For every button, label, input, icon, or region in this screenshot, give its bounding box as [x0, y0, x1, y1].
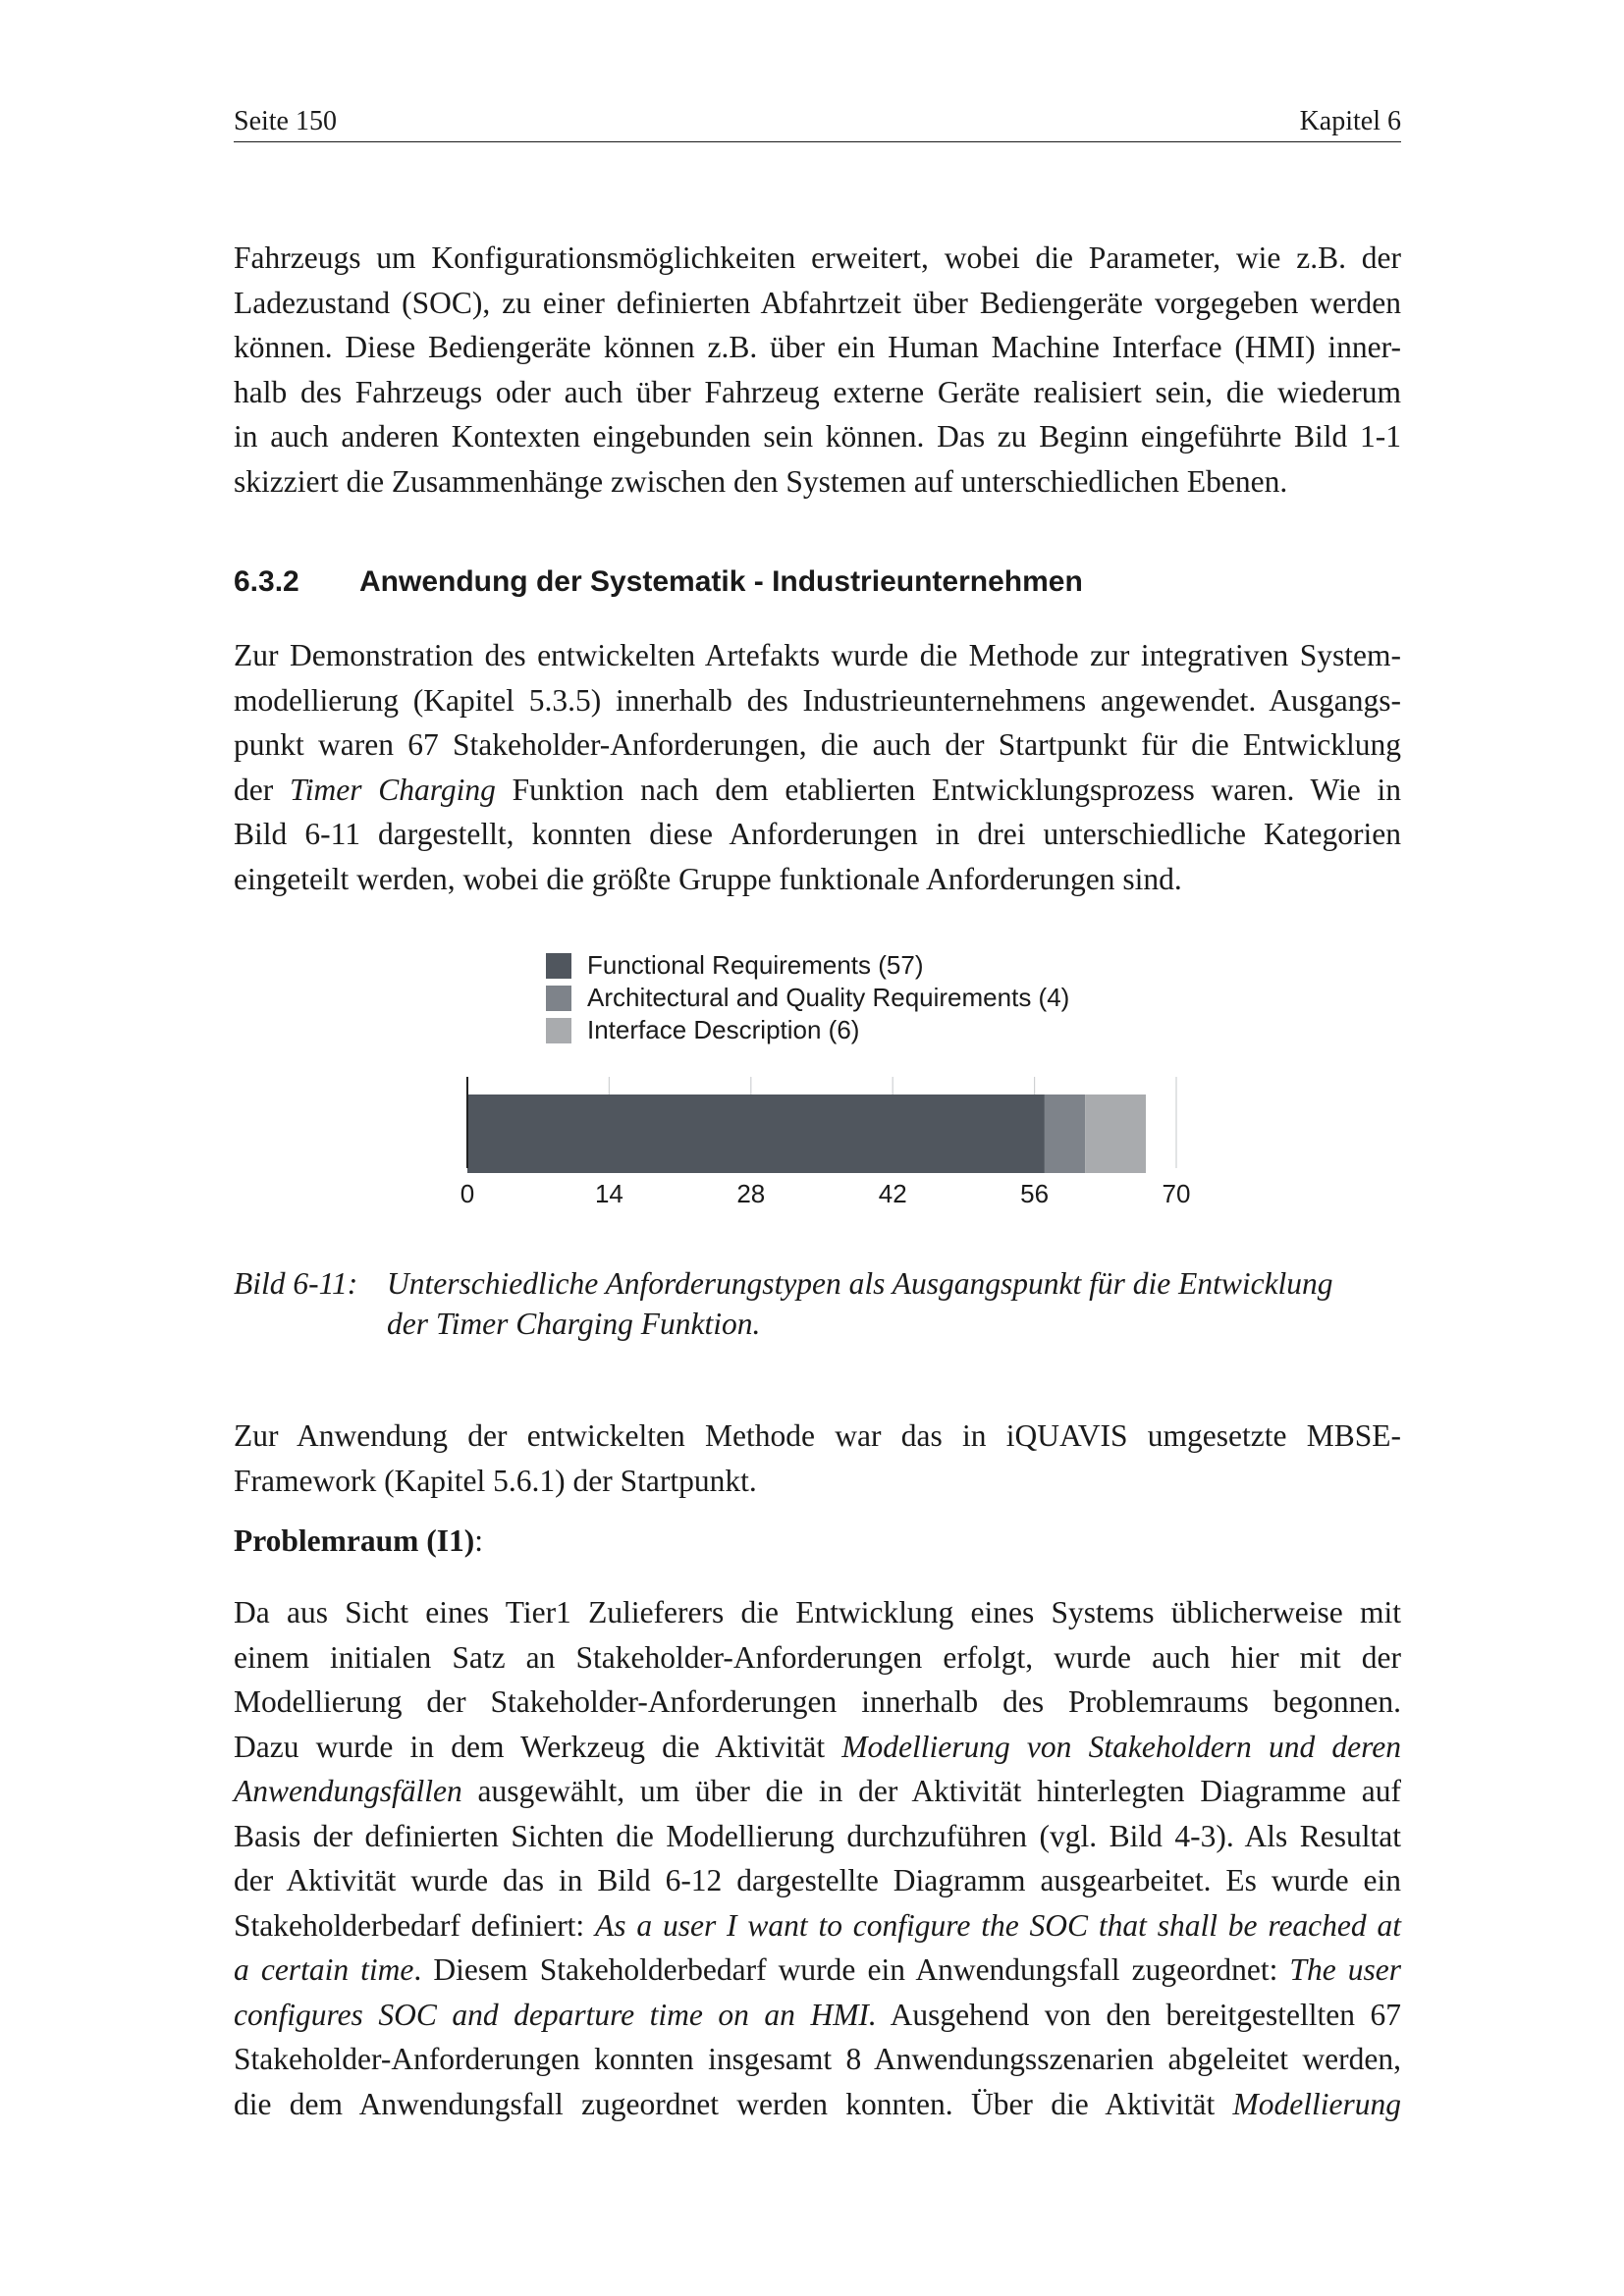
emphasis: Modellierung von Stakeholdern und deren — [841, 1729, 1401, 1764]
figure-caption — [234, 1263, 1401, 1344]
text-line: Zur Demonstration des entwickelten Artefakts wurde die Methode zur integrativen System- — [234, 638, 1401, 672]
text-line — [234, 1993, 1401, 2038]
legend-label: Architectural and Quality Requirements (4) — [587, 983, 1070, 1012]
text-line: können. Diese Bediengeräte können z.B. über ein Human Machine Interface (HMI) inner- — [234, 330, 1401, 364]
legend-label: Interface Description (6) — [587, 1015, 860, 1044]
emphasis: configures SOC and departure time on an HMI. — [234, 1997, 877, 2032]
legend-item — [546, 982, 1069, 1014]
chapter-label: Kapitel 6 — [1299, 106, 1401, 136]
section-number: 6.3.2 — [234, 565, 299, 598]
text-run: . Diesem Stakeholderbedarf wurde ein Anwendungsfall zugeordnet: — [413, 1952, 1290, 1987]
emphasis: Anwendungsfällen — [234, 1774, 462, 1808]
text-line: Basis der definierten Sichten die Modellierung durchzuführen (vgl. Bild 4-3). Als Resultat — [234, 1818, 1401, 1853]
caption-label: Bild 6-11: — [234, 1266, 358, 1301]
section-title: Anwendung der Systematik - Industrieunternehmen — [359, 565, 1083, 598]
caption-line: der Timer Charging Funktion. — [387, 1307, 761, 1341]
legend-swatch — [546, 953, 571, 979]
text-run: Stakeholderbedarf definiert: — [234, 1907, 596, 1943]
text-run: der — [234, 772, 290, 807]
text-line — [234, 1948, 1401, 1993]
text-run: Funktion nach dem etablierten Entwicklungsprozess waren. Wie in — [495, 772, 1401, 807]
x-tick-label: 42 — [878, 1179, 907, 1208]
x-tick-label: 28 — [736, 1179, 766, 1208]
text-line: eingeteilt werden, wobei die größte Gruppe funktionale Anforderungen sind. — [234, 861, 1182, 896]
emphasis: Modellierung — [1232, 2086, 1401, 2121]
text-line: Framework (Kapitel 5.6.1) der Startpunkt. — [234, 1463, 757, 1498]
text-line: Modellierung der Stakeholder-Anforderungen innerhalb des Problemraums begonnen. — [234, 1684, 1401, 1719]
legend-item — [546, 1014, 1069, 1046]
x-tick-label: 0 — [460, 1179, 475, 1208]
caption-line: Unterschiedliche Anforderungstypen als Ausgangspunkt für die Entwicklung — [387, 1266, 1333, 1301]
text-line: skizziert die Zusammenhänge zwischen den Systemen auf unterschiedlichen Ebenen. — [234, 463, 1288, 499]
text-line: halb des Fahrzeugs oder auch über Fahrzeug externe Geräte realisiert sein, die wiederum — [234, 374, 1401, 409]
text-run: Dazu wurde in dem Werkzeug die Aktivität — [234, 1729, 842, 1764]
x-tick-label: 56 — [1020, 1179, 1050, 1208]
subheading-suffix: : — [474, 1523, 484, 1558]
text-line — [234, 768, 1401, 813]
bar-segment — [1085, 1095, 1146, 1173]
subheading-text: Problemraum (I1) — [234, 1523, 475, 1558]
emphasis: As a user I want to configure the SOC that shall be reached at — [595, 1907, 1401, 1943]
section-paragraph — [234, 633, 1401, 901]
text-line — [234, 2082, 1401, 2127]
text-line: punkt waren 67 Stakeholder-Anforderungen, die auch der Startpunkt für die Entwicklung — [234, 727, 1401, 762]
text-line: einem initialen Satz an Stakeholder-Anforderungen erfolgt, wurde auch hier mit der — [234, 1639, 1401, 1675]
legend-item — [546, 949, 1069, 982]
text-line: Bild 6-11 dargestellt, konnten diese Anforderungen in drei unterschiedliche Kategorien — [234, 817, 1401, 851]
text-line: Ladezustand (SOC), zu einer definierten Abfahrtzeit über Bediengeräte vorgegeben werden — [234, 285, 1401, 320]
text-line — [234, 1903, 1401, 1949]
emphasis: The user — [1289, 1952, 1402, 1987]
section-heading — [234, 565, 1401, 599]
requirements-chart — [393, 937, 1237, 1261]
running-header — [234, 106, 1401, 142]
text-line: Fahrzeugs um Konfigurationsmöglichkeiten erweitert, wobei die Parameter, wie z.B. der — [234, 240, 1401, 275]
emphasis: a certain time — [234, 1952, 414, 1987]
legend-swatch — [546, 1018, 571, 1043]
text-run: Ausgehend von den bereitgestellten 67 — [876, 1997, 1401, 2032]
caption-text — [387, 1263, 1401, 1344]
text-line: modellierung (Kapitel 5.3.5) innerhalb des Industrieunternehmens angewendet. Ausgangs- — [234, 682, 1401, 718]
problem-space-paragraph — [234, 1590, 1401, 2126]
text-line: in auch anderen Kontexten eingebunden sein können. Das zu Beginn eingeführte Bild 1-1 — [234, 419, 1401, 454]
legend-label: Functional Requirements (57) — [587, 950, 924, 980]
text-line: Stakeholder-Anforderungen konnten insgesamt 8 Anwendungsszenarien abgeleitet werden, — [234, 2042, 1401, 2076]
framework-paragraph — [234, 1414, 1401, 1503]
x-tick-label: 14 — [594, 1179, 623, 1208]
chart-legend — [546, 949, 1069, 1046]
page-number: Seite 150 — [234, 106, 337, 136]
text-line — [234, 1725, 1401, 1770]
legend-swatch — [546, 986, 571, 1011]
text-line: der Aktivität wurde das in Bild 6-12 dargestellte Diagramm ausgearbeitet. Es wurde ein — [234, 1863, 1401, 1897]
intro-paragraph — [234, 236, 1401, 504]
bar-segment — [1045, 1095, 1085, 1173]
text-run: ausgewählt, um über die in der Aktivität hinterlegten Diagramme auf — [461, 1774, 1401, 1808]
bar-segment — [467, 1095, 1045, 1173]
text-line: Da aus Sicht eines Tier1 Zulieferers die Entwicklung eines Systems üblicherweise mit — [234, 1595, 1401, 1629]
x-tick-label: 70 — [1162, 1179, 1191, 1208]
emphasis: Timer Charging — [289, 772, 496, 807]
text-line: Zur Anwendung der entwickelten Methode war das in iQUAVIS umgesetzte MBSE- — [234, 1418, 1401, 1453]
text-line — [234, 1769, 1401, 1814]
problem-space-heading — [234, 1523, 483, 1559]
text-run: die dem Anwendungsfall zugeordnet werden konnten. Über die Aktivität — [234, 2086, 1233, 2121]
